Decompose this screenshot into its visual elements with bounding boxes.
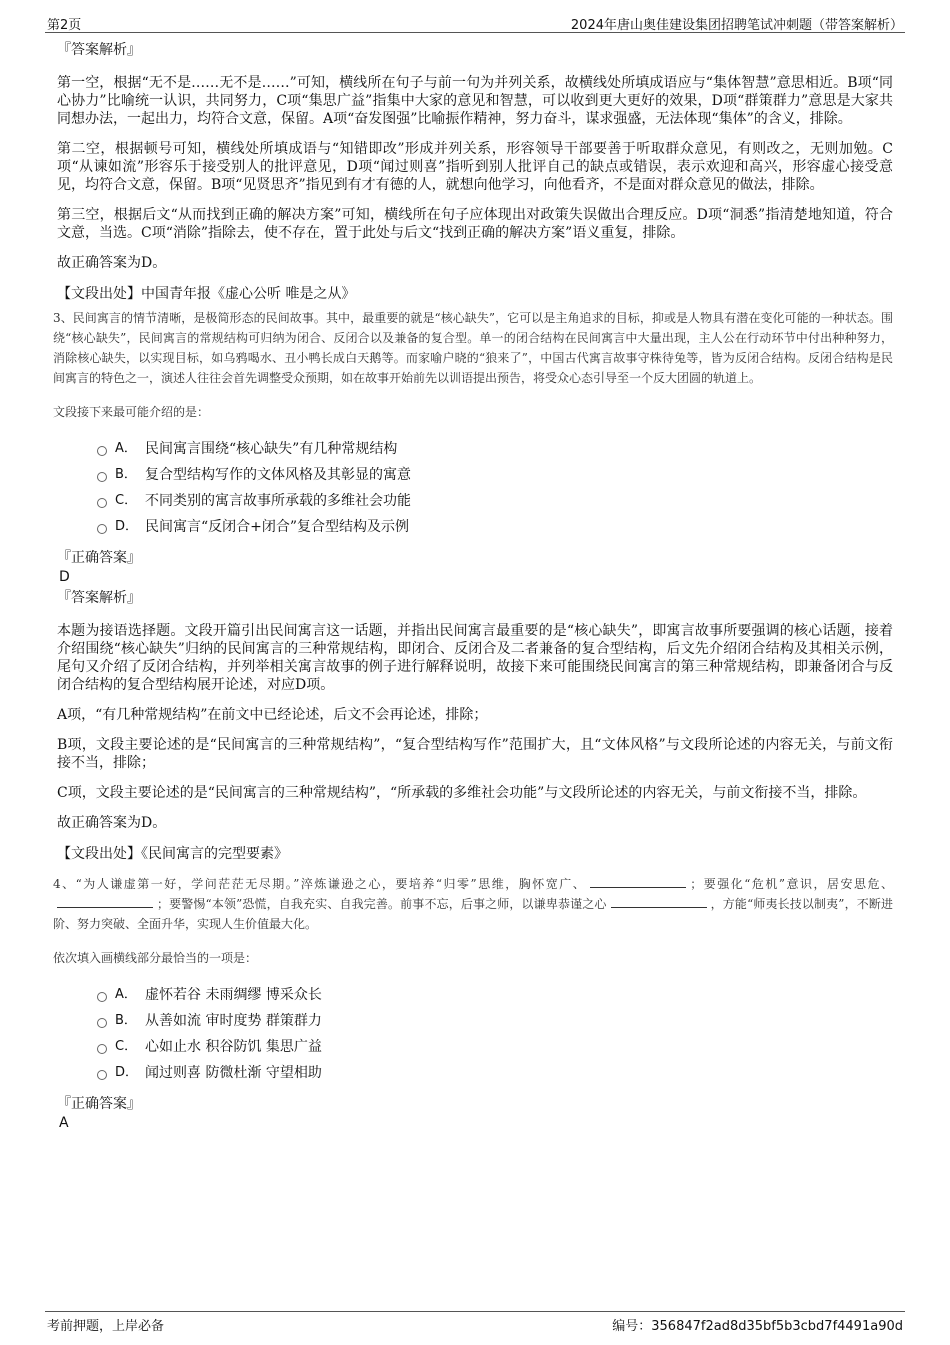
radio-icon[interactable] [97, 524, 107, 534]
option-b[interactable] [97, 1008, 893, 1034]
analysis-paragraph: 第三空，根据后文“从而找到正确的解决方案”可知，横线所在句子应体现出对政策失误做出合理反应。D项“洞悉”指清楚地知道，符合文意，当选。C项“消除”指除去，使不存在，置于此处与后文“找到正确的解决方案”语义重复，排除。 [57, 207, 893, 241]
radio-icon[interactable] [97, 992, 107, 1002]
option-d[interactable] [97, 1060, 893, 1086]
analysis-paragraph: B项，文段主要论述的是“民间寓言的三种常规结构”，“复合型结构写作”范围扩大，且“文体风格”与文段所论述的内容无关，与前文衔接不当，排除； [57, 737, 893, 771]
analysis-paragraph: 本题为接语选择题。文段开篇引出民间寓言这一话题，并指出民间寓言最重要的是“核心缺失”，即寓言故事所要强调的核心话题，接着介绍围绕“核心缺失”归纳的民间寓言的三种常规结构，即闭合、反闭合及二者兼备的复合型结构，后文先介绍闭合结构及其相关示例，尾句又介绍了反闭合结构，并列举相关寓言故事的例子进行解释说明，故接下来可能围绕民间寓言的第三种常规结构，即兼备闭合与反闭合结构的复合型结构展开论述，对应D项。 [57, 623, 893, 693]
analysis-paragraph: A项，“有几种常规结构”在前文中已经论述，后文不会再论述，排除； [57, 707, 488, 723]
option-text: 心如止水 积谷防饥 集思广益 [145, 1039, 322, 1055]
correct-answer: A [59, 1115, 69, 1131]
correct-answer-label: 『正确答案』 [57, 550, 141, 566]
page-content [53, 40, 893, 1132]
option-letter: C． [115, 1039, 138, 1054]
option-letter: B． [115, 1013, 137, 1028]
option-letter: B． [115, 467, 137, 482]
page-footer [45, 1311, 905, 1334]
option-letter: A． [115, 441, 137, 456]
question-4-text [53, 874, 893, 934]
option-letter: D． [115, 1065, 139, 1080]
option-text: 闻过则喜 防微杜渐 守望相助 [145, 1065, 322, 1081]
page-header [45, 12, 905, 33]
option-letter: C． [115, 493, 138, 508]
analysis-label: 『答案解析』 [57, 42, 141, 58]
question-3-text: 3、民间寓言的情节清晰，是极简形态的民间故事。其中，最重要的就是“核心缺失”，它可以是主角追求的目标，抑或是人物具有潜在变化可能的一种状态。围绕“核心缺失”，民间寓言的常规结构可归纳为闭合、反闭合以及兼备的复合型。单一的闭合结构在民间寓言中大量出现，主人公在行动环节中付出种种努力，消除核心缺失，以实现目标，如乌鸦喝水、丑小鸭长成白天鹅等。而家喻户晓的“狼来了”，中国古代寓言故事守株待兔等，皆为反闭合结构。反闭合结构是民间寓言的特色之一，演述人往往会首先调整受众预期，如在故事开始前先以训语提出预告，将受众心态引导至一个反大团圆的轨道上。 [53, 311, 893, 385]
question-3-prompt: 文段接下来最可能介绍的是： [53, 405, 210, 419]
option-text: 不同类别的寓言故事所承载的多维社会功能 [145, 493, 411, 509]
page-number: 第2页 [47, 18, 82, 33]
radio-icon[interactable] [97, 472, 107, 482]
footer-note: 考前押题，上岸必备 [47, 1319, 165, 1334]
radio-icon[interactable] [97, 1070, 107, 1080]
correct-answer: D [59, 569, 70, 585]
analysis-conclusion: 故正确答案为D。 [57, 255, 167, 271]
question-4-part: ，方能“师夷长技以制夷”，不断进阶、努力突破、全面升华，实现人生价值最大化。 [53, 897, 893, 931]
source-citation: 【文段出处】《民间寓言的完型要素》 [57, 846, 288, 862]
correct-answer-label: 『正确答案』 [57, 1096, 141, 1112]
question-4-part: 4、“为人谦虚第一好，学问茫茫无尽期。”淬炼谦逊之心，要培养“归零”思维，胸怀宽广、 [53, 877, 587, 891]
document-title: 2024年唐山奥佳建设集团招聘笔试冲刺题（带答案解析） [570, 18, 903, 33]
fill-blank [611, 895, 707, 908]
radio-icon[interactable] [97, 1044, 107, 1054]
option-text: 复合型结构写作的文体风格及其彰显的寓意 [145, 467, 411, 483]
fill-blank [57, 895, 153, 908]
radio-icon[interactable] [97, 446, 107, 456]
option-letter: A． [115, 987, 137, 1002]
option-c[interactable] [97, 488, 893, 514]
option-c[interactable] [97, 1034, 893, 1060]
option-text: 民间寓言围绕“核心缺失”有几种常规结构 [145, 441, 398, 457]
question-4-options [97, 982, 893, 1086]
radio-icon[interactable] [97, 1018, 107, 1028]
fill-blank [590, 875, 686, 888]
question-4-part: ；要警惕“本领”恐慌，自我充实、自我完善。前事不忘，后事之师，以谦卑恭谨之心 [157, 897, 607, 911]
analysis-label: 『答案解析』 [57, 590, 141, 606]
document-serial: 编号：356847f2ad8d35bf5b3cbd7f4491a90d [612, 1319, 903, 1334]
radio-icon[interactable] [97, 498, 107, 508]
analysis-conclusion: 故正确答案为D。 [57, 815, 167, 831]
question-4-prompt: 依次填入画横线部分最恰当的一项是： [53, 951, 258, 965]
option-text: 民间寓言“反闭合+闭合”复合型结构及示例 [145, 519, 410, 535]
option-a[interactable] [97, 436, 893, 462]
option-text: 虚怀若谷 未雨绸缪 博采众长 [145, 987, 322, 1003]
option-text: 从善如流 审时度势 群策群力 [145, 1013, 322, 1029]
option-b[interactable] [97, 462, 893, 488]
analysis-paragraph: 第一空，根据“无不是……无不是……”可知，横线所在句子与前一句为并列关系，故横线处所填成语应与“集体智慧”意思相近。B项“同心协力”比喻统一认识，共同努力，C项“集思广益”指集中大家的意见和智慧，可以收到更大更好的效果，D项“群策群力”意思是大家共同想办法，一起出力，均符合文意，保留。A项“奋发图强”比喻振作精神，努力奋斗，谋求强盛，无法体现“集体”的含义，排除。 [57, 75, 893, 127]
question-4-part: ；要强化“危机”意识，居安思危、 [690, 877, 893, 891]
analysis-paragraph: C项，文段主要论述的是“民间寓言的三种常规结构”，“所承载的多维社会功能”与文段所论述的内容无关，与前文衔接不当，排除。 [57, 785, 867, 801]
option-letter: D． [115, 519, 139, 534]
question-3-options [97, 436, 893, 540]
option-a[interactable] [97, 982, 893, 1008]
analysis-paragraph: 第二空，根据顿号可知，横线处所填成语与“知错即改”形成并列关系，形容领导干部要善于听取群众意见，有则改之，无则加勉。C项“从谏如流”形容乐于接受别人的批评意见，D项“闻过则喜”指听到别人批评自己的缺点或错误，表示欢迎和高兴，形容虚心接受意见，均符合文意，保留。B项“见贤思齐”指见到有才有德的人，就想向他学习，向他看齐，不是面对群众意见的做法，排除。 [57, 141, 893, 193]
source-citation: 【文段出处】中国青年报《虚心公听 唯是之从》 [57, 286, 356, 302]
option-d[interactable] [97, 514, 893, 540]
